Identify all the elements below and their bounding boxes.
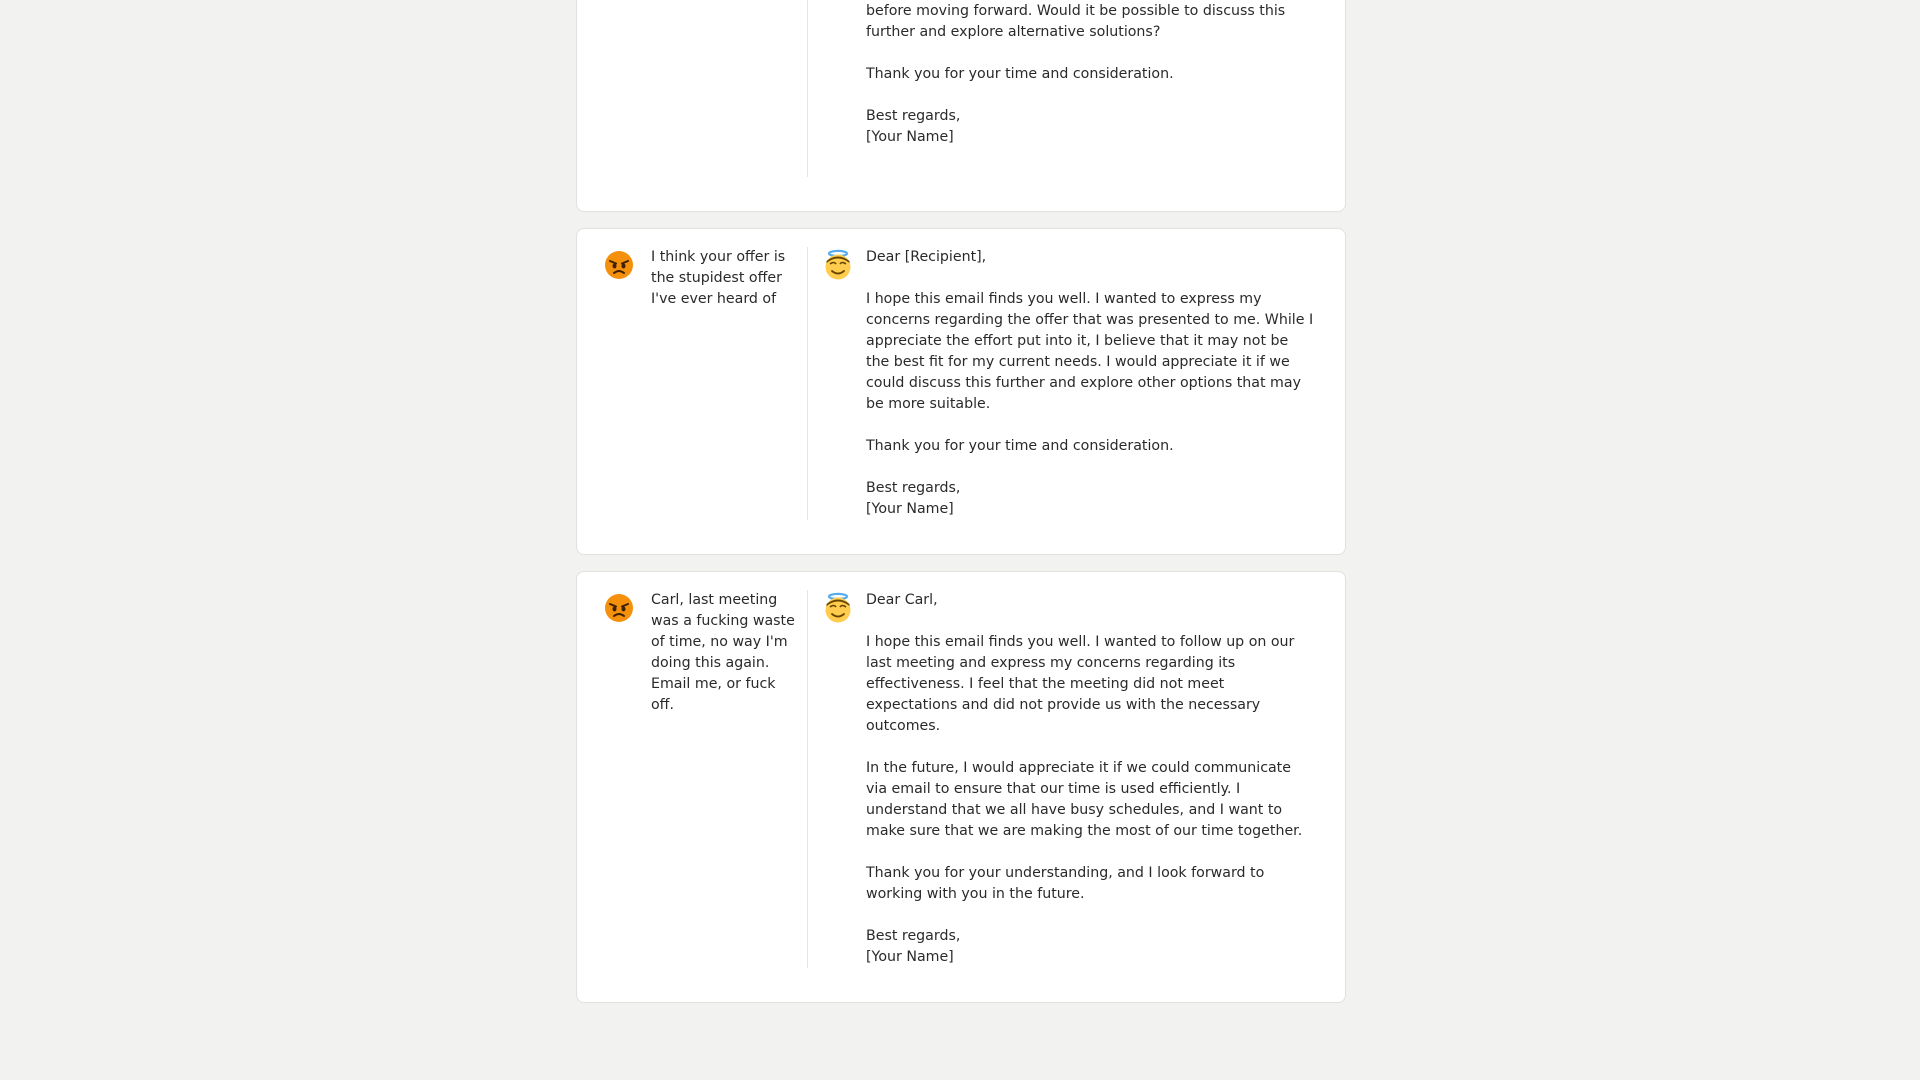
output-column — [808, 247, 1319, 520]
example-card — [576, 228, 1346, 555]
output-column — [808, 590, 1319, 968]
input-column — [603, 0, 808, 177]
polite-message: Dear [Recipient], I hope this email finds you well. I wanted to express my concerns regarding the offer that was presented to me. While I appreciate the effort put into it, I believe that it may not be the best fit for my current needs. I would appreciate it if we could discuss this further and explore other options that may be more suitable. Thank you for your time and consideration. Best regards, [Your Name] — [866, 249, 1314, 517]
angry-face-icon — [603, 249, 635, 281]
angry-face-icon — [603, 592, 635, 624]
input-column — [603, 247, 808, 520]
rude-message: I think your offer is the stupidest offer I've ever heard of — [651, 249, 790, 307]
polite-message: before moving forward. Would it be possible to discuss this further and explore alternative solutions? Thank you for your time and consideration. Best regards, [Your Name] — [866, 3, 1286, 145]
examples-list — [576, 0, 1346, 1019]
angel-face-icon — [822, 592, 854, 624]
input-column — [603, 590, 808, 968]
rude-message: Carl, last meeting was a fucking waste of time, no way I'm doing this again. Email me, or fuck off. — [651, 592, 800, 713]
polite-message: Dear Carl, I hope this email finds you well. I wanted to follow up on our last meeting and express my concerns regarding its effectiveness. I feel that the meeting did not meet expectations and did not provide us with the necessary outcomes. In the future, I would appreciate it if we could communicate via email to ensure that our time is used efficiently. I understand that we all have busy schedules, and I want to make sure that we are making the most of our time together. Thank you for your understanding, and I look forward to working with you in the future. Best regards, [Your Name] — [866, 592, 1303, 965]
example-card — [576, 571, 1346, 1003]
example-card — [576, 0, 1346, 212]
output-column — [808, 0, 1319, 177]
angel-face-icon — [822, 249, 854, 281]
